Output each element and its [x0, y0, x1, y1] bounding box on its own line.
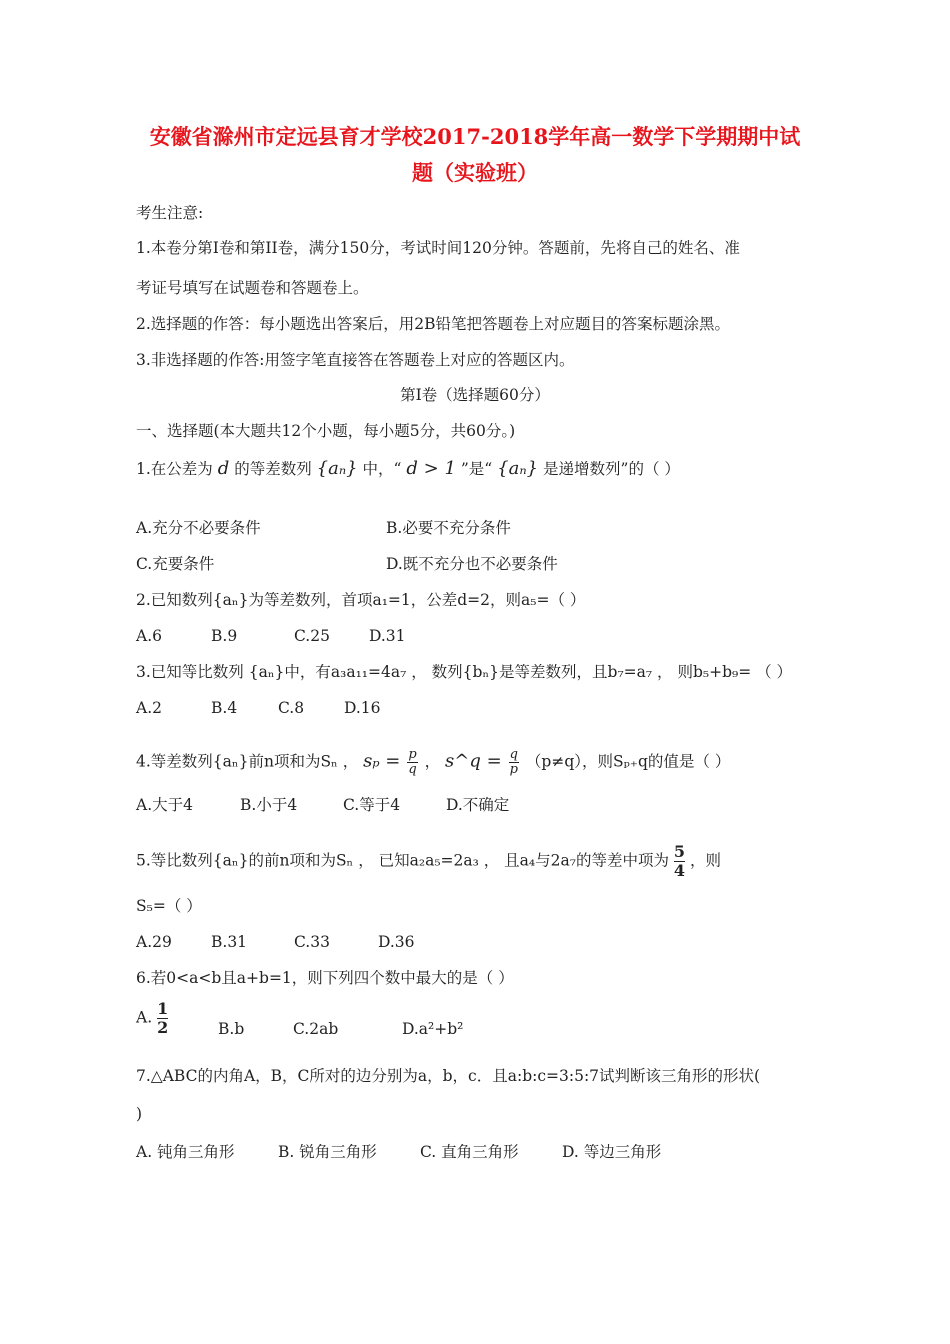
one-half-fraction: $\frac{1}{2}$: [157, 999, 169, 1037]
q3-option-c: C.8: [278, 699, 305, 717]
q2-option-b: B.9: [211, 627, 238, 645]
q4-option-d: D.不确定: [446, 796, 510, 814]
q6-option-c: C.2ab: [293, 1020, 339, 1038]
q7-option-c: C. 直角三角形: [420, 1143, 519, 1161]
q1-option-c: C.充要条件: [136, 555, 215, 573]
notice-item-3: 3.非选择题的作答:用签字笔直接答在答题卷上对应的答题区内。: [136, 351, 575, 369]
q1-option-b: B.必要不充分条件: [386, 519, 511, 537]
sq-lhs: s^q =: [445, 750, 502, 772]
sq-fraction: $\frac{q}{p}$: [509, 747, 518, 777]
sp-fraction: $\frac{p}{q}$: [408, 747, 417, 777]
q2-option-c: C.25: [294, 627, 330, 645]
q4-option-a: A.大于4: [136, 796, 193, 814]
sp-lhs: sₚ =: [363, 750, 401, 772]
five-quarters-fraction: $\frac{5}{4}$: [673, 842, 686, 880]
q7-option-b: B. 锐角三角形: [278, 1143, 377, 1161]
q3-option-a: A.2: [136, 699, 162, 717]
q7-option-a: A. 钝角三角形: [136, 1143, 235, 1161]
q5-option-a: A.29: [136, 933, 172, 951]
condition-d-gt-1: d > 1: [406, 458, 456, 479]
question-2: 2.已知数列{aₙ}为等差数列，首项a₁=1，公差d=2，则a₅=（ ）: [136, 591, 586, 609]
q2-option-d: D.31: [369, 627, 406, 645]
question-4: 4.等差数列{aₙ}前n项和为Sₙ ， sₚ = $\frac{p}{q}$ ， s^q = $\frac{q}{p}$ （p≠q），则Sₚ₊q的值是（ ）: [136, 747, 731, 777]
notice-item-1a: 1.本卷分第I卷和第II卷，满分150分，考试时间120分钟。答题前，先将自己的姓名、准: [136, 239, 740, 257]
question-7: 7.△ABC的内角A，B，C所对的边分别为a，b，c．且a:b:c=3:5:7试判断该三角形的形状(: [136, 1067, 761, 1085]
q5-option-d: D.36: [378, 933, 415, 951]
exam-title-line2: 题（实验班）: [412, 160, 538, 185]
exam-title-line1: 安徽省滁州市定远县育才学校2017-2018学年高一数学下学期期中试: [149, 124, 801, 149]
question-3: 3.已知等比数列 {aₙ}中，有a₃a₁₁=4a₇ ， 数列{bₙ}是等差数列，且b₇=a₇ ， 则b₅+b₉= （ ）: [136, 663, 793, 681]
question-6: 6.若0<a<b且a+b=1，则下列四个数中最大的是（ ）: [136, 969, 514, 987]
q5-option-b: B.31: [211, 933, 248, 951]
q4-option-b: B.小于4: [240, 796, 298, 814]
q2-option-a: A.6: [136, 627, 162, 645]
section-heading: 一、选择题(本大题共12个小题，每小题5分，共60分。): [136, 422, 516, 440]
question-5: 5.等比数列{aₙ}的前n项和为Sₙ ， 已知a₂a₅=2a₃ ， 且a₄与2a₇的等差中项为 $\frac{5}{4}$ ，则: [136, 842, 721, 880]
sequence-a-n: {aₙ}: [316, 458, 358, 479]
q3-option-b: B.4: [211, 699, 238, 717]
q7-option-d: D. 等边三角形: [562, 1143, 662, 1161]
q4-option-c: C.等于4: [343, 796, 401, 814]
sequence-a-n-2: {aₙ}: [497, 458, 539, 479]
question-5-line2: S₅=（ ）: [136, 897, 202, 915]
q6-option-d: D.a²+b²: [402, 1020, 464, 1038]
q6-option-b: B.b: [218, 1020, 245, 1038]
notice-heading: 考生注意:: [136, 204, 204, 222]
question-1: 1.在公差为 d 的等差数列 {aₙ} 中，“ d > 1 ”是“ {aₙ} 是递增数列”的（ ）: [136, 458, 680, 479]
q6-option-a: A. $\frac{1}{2}$: [136, 999, 169, 1037]
q1-option-a: A.充分不必要条件: [136, 519, 261, 537]
var-d: d: [217, 458, 230, 479]
q1-option-d: D.既不充分也不必要条件: [386, 555, 558, 573]
q3-option-d: D.16: [344, 699, 381, 717]
notice-item-2: 2.选择题的作答：每小题选出答案后，用2B铅笔把答题卷上对应题目的答案标题涂黑。: [136, 315, 731, 333]
q5-option-c: C.33: [294, 933, 330, 951]
part-title: 第I卷（选择题60分）: [400, 386, 550, 404]
notice-item-1b: 考证号填写在试题卷和答题卷上。: [136, 279, 369, 297]
question-7-line2: ): [136, 1105, 143, 1123]
